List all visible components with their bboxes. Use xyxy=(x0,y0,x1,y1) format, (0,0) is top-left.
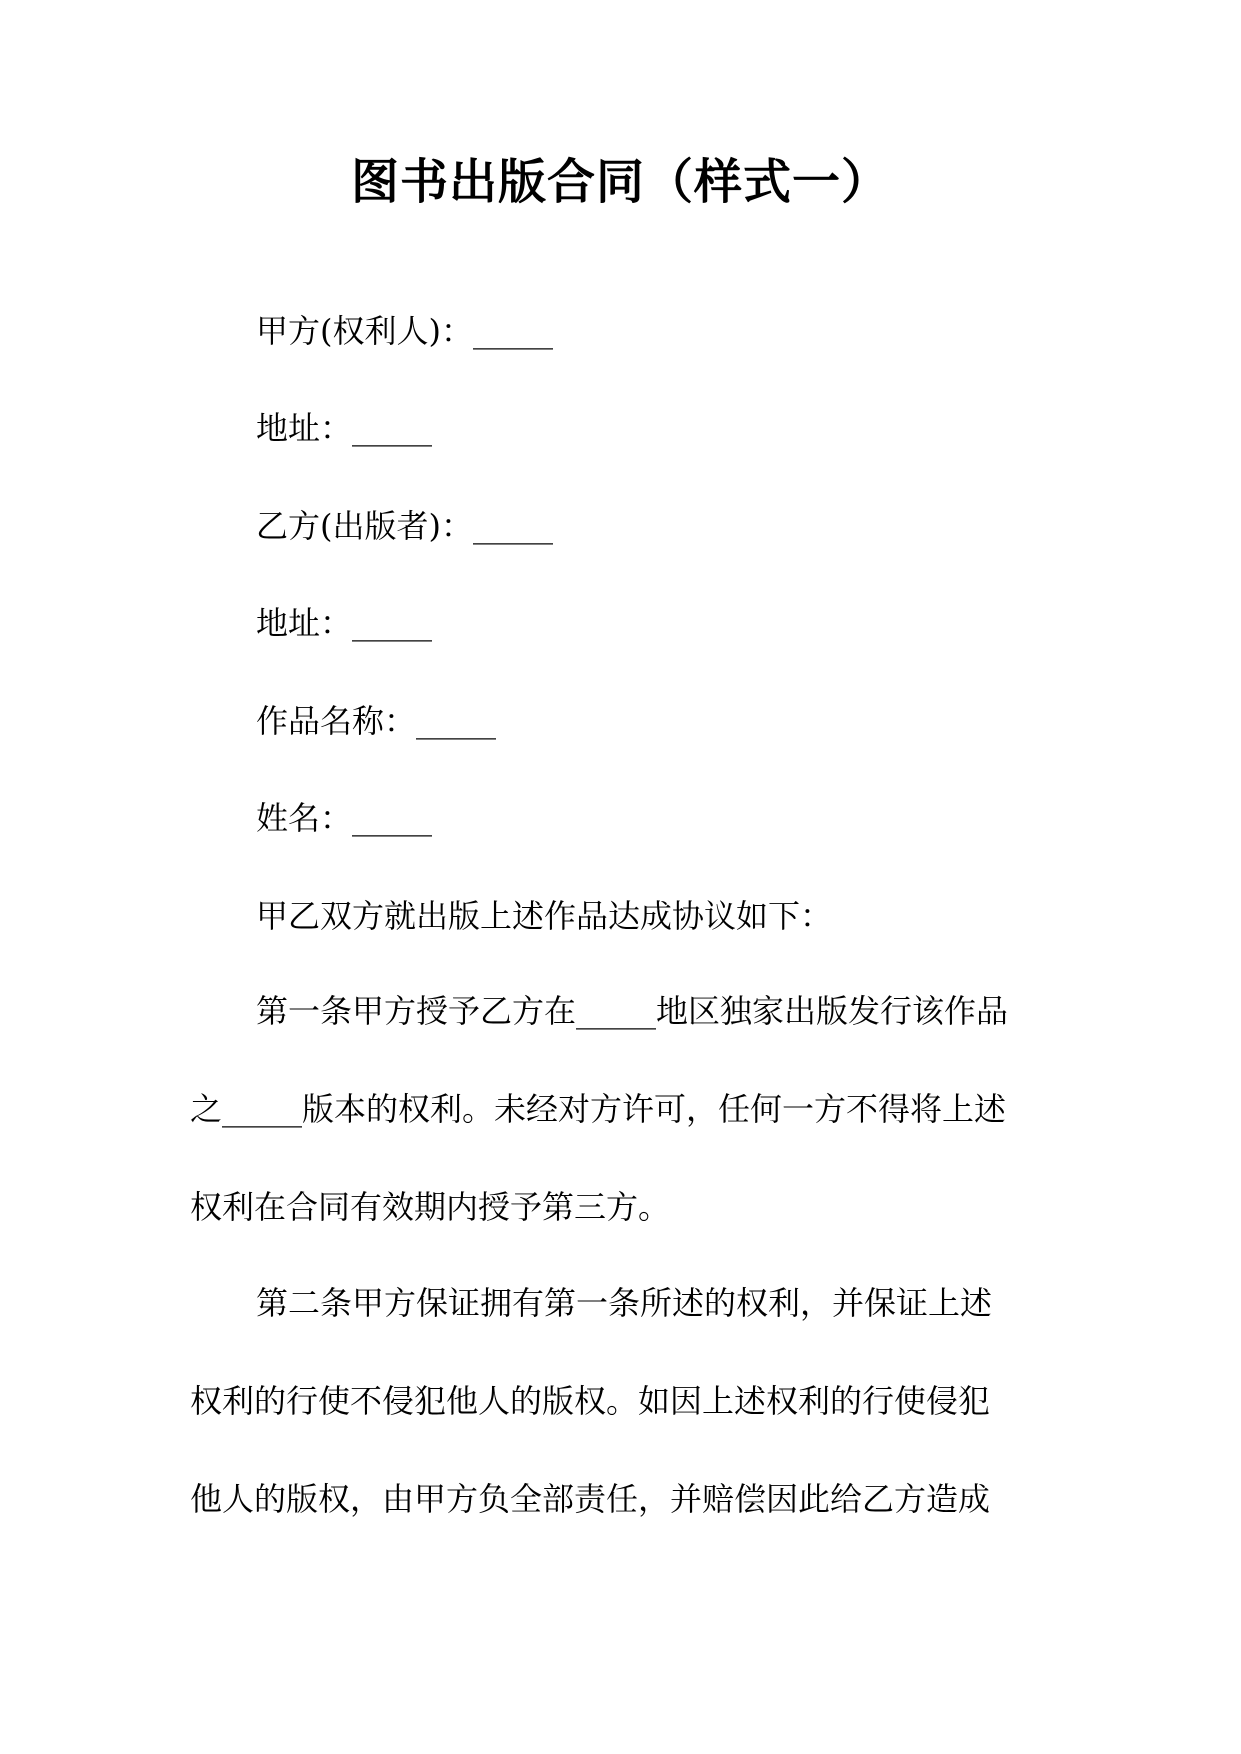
article-2-line: 他人的版权，由甲方负全部责任，并赔偿因此给乙方造成 xyxy=(190,1480,991,1518)
article-2-line: 权利的行使不侵犯他人的版权。如因上述权利的行使侵犯 xyxy=(190,1382,991,1420)
agreement-intro: 甲乙双方就出版上述作品达成协议如下： xyxy=(256,897,833,935)
article-1-line: 权利在合同有效期内授予第三方。 xyxy=(190,1188,671,1226)
article-2 xyxy=(190,1254,1050,1548)
article-1-line: 第一条甲方授予乙方在_____地区独家出版发行该作品 xyxy=(256,992,1009,1030)
party-b-field: 乙方(出版者)：_____ xyxy=(256,507,553,545)
party-a-field: 甲方(权利人)：_____ xyxy=(256,312,553,350)
work-title-field: 作品名称：_____ xyxy=(256,702,497,740)
party-b-address-field: 地址：_____ xyxy=(256,604,433,642)
party-a-address-field: 地址：_____ xyxy=(256,409,433,447)
article-2-line: 第二条甲方保证拥有第一条所述的权利，并保证上述 xyxy=(256,1284,993,1322)
document-title: 图书出版合同（样式一） xyxy=(350,154,890,210)
article-1-line: 之_____版本的权利。未经对方许可，任何一方不得将上述 xyxy=(190,1090,1007,1128)
name-field: 姓名：_____ xyxy=(256,799,433,837)
article-1 xyxy=(190,962,1050,1256)
